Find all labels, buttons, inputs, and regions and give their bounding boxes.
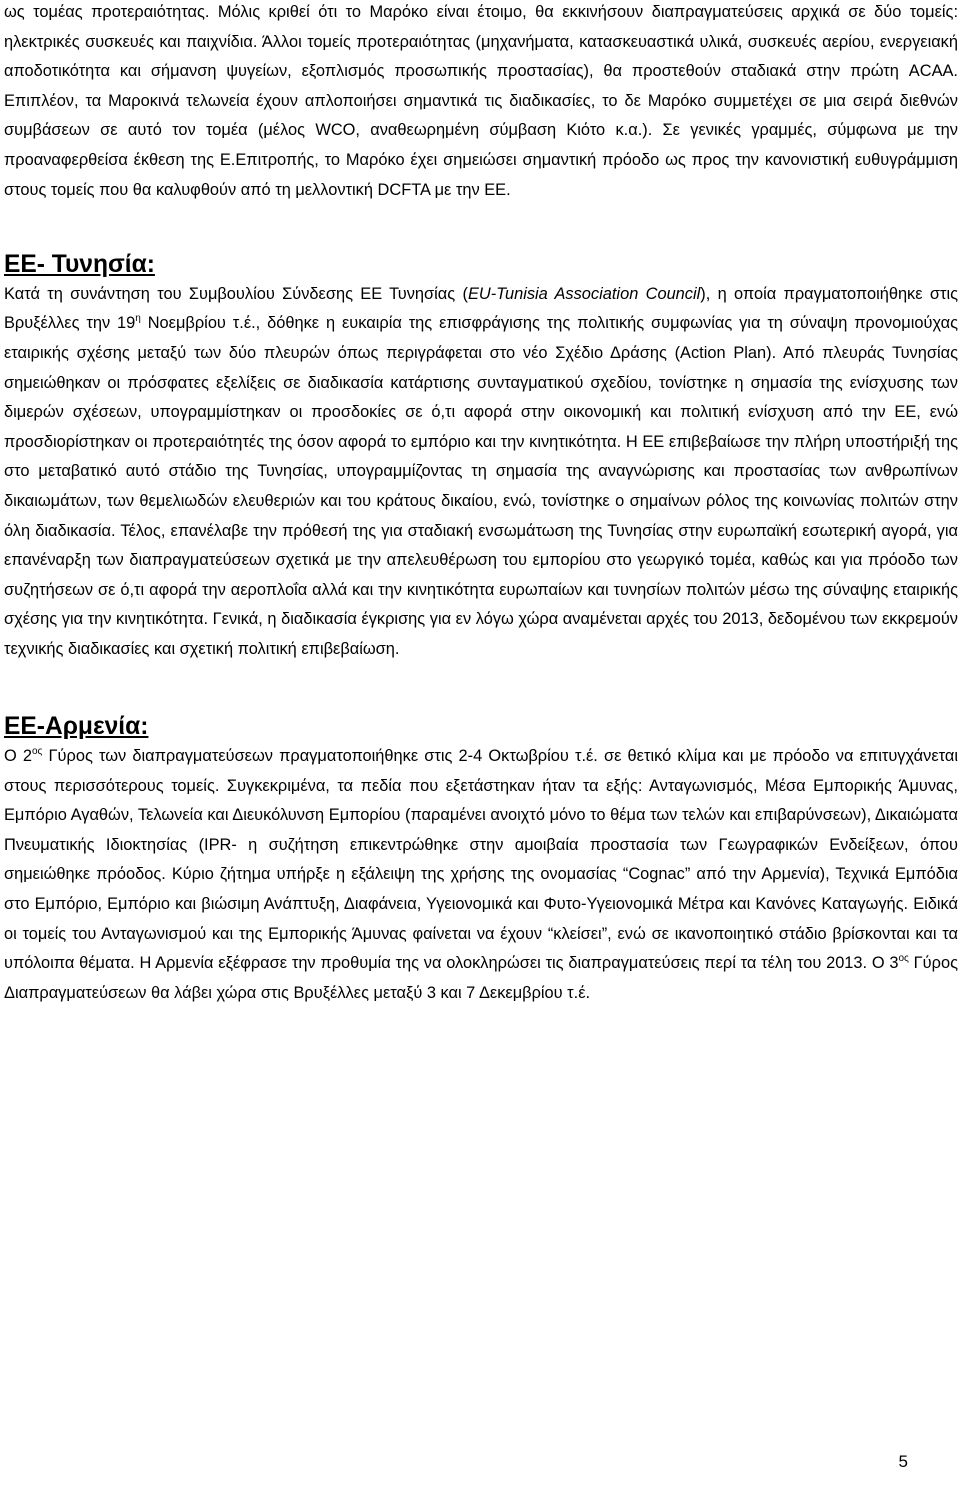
armenia-text-3: Γύρος Διαπραγματεύσεων θα λάβει χώρα στις Βρυξέλλες μεταξύ 3 και 7 Δεκεμβρίου τ.έ.	[4, 954, 958, 1002]
section-eu-tunisia	[4, 250, 958, 664]
superscript-os-1: ος	[32, 746, 43, 758]
intro-paragraph: ως τομέας προτεραιότητας. Μόλις κριθεί ότι το Μαρόκο είναι έτοιμο, θα εκκινήσουν διαπραγματεύσεις αρχικά σε δύο τομείς: ηλεκτρικές συσκευές και παιχνίδια. Άλλοι τομείς προτεραιότητας (μηχανήματα, κατασκευαστικά υλικά, συσκευές αερίου, ενεργειακή αποδοτικότητα και σήμανση ψυγείων, εξοπλισμός προσωπικής προστασίας), θα προστεθούν σταδιακά στην πρώτη ACAA. Επιπλέον, τα Μαροκινά τελωνεία έχουν απλοποιήσει σημαντικά τις διαδικασίες, το δε Μαρόκο συμμετέχει σε μια σειρά διεθνών συμβάσεων σε αυτό τον τομέα (μέλος WCO, αναθεωρημένη σύμβαση Κιότο κ.α.). Σε γενικές γραμμές, σύμφωνα με την προαναφερθείσα έκθεση της Ε.Επιτροπής, το Μαρόκο έχει σημειώσει σημαντική πρόοδο ως προς την κανονιστική ευθυγράμμιση στους τομείς που θα καλυφθούν από τη μελλοντική DCFTA με την ΕΕ.	[4, 3, 958, 199]
document-page	[4, 0, 958, 1008]
armenia-text-1: Ο 2	[4, 747, 32, 766]
armenia-paragraph	[4, 742, 958, 1008]
tunisia-text-1: Κατά τη συνάντηση του Συμβουλίου Σύνδεσης ΕΕ Τυνησίας (	[4, 284, 468, 303]
tunisia-text-2: ), η οποία πραγματοποιήθηκε στις Βρυξέλλες την 19	[4, 284, 959, 333]
tunisia-paragraph	[4, 280, 958, 665]
heading-eu-armenia: ΕΕ-Αρμενία:	[4, 713, 149, 741]
heading-eu-tunisia: ΕΕ- Τυνησία:	[4, 251, 155, 279]
page-number: 5	[898, 1452, 908, 1471]
superscript-eta: η	[135, 313, 141, 325]
superscript-os-2: ος	[898, 953, 909, 965]
council-name: EU-Tunisia Association Council	[467, 284, 701, 303]
tunisia-text-3: Νοεμβρίου τ.έ., δόθηκε η ευκαιρία της επισφράγισης της πολιτικής συμφωνίας για τη σύναψη προνομιούχας εταιρικής σχέσης μεταξύ των δύο πλευρών όπως περιγράφεται στο νέο Σχέδιο Δράσης (Action Plan). Από πλευράς Τυνησίας σημειώθηκαν οι πρόσφατες εξελίξεις σε διαδικασία κατάρτισης συνταγματικού σχεδίου, τονίστηκε η σημασία της ενίσχυσης των διμερών σχέσεων, υπογραμμίστηκαν οι προσδοκίες σε ό,τι αφορά στην οικονομική και πολιτική ενίσχυση από την ΕΕ, ενώ προσδιορίστηκαν οι προτεραιότητές της όσον αφορά το εμπόριο και την κινητικότητα. Η ΕΕ επιβεβαίωσε την πλήρη υποστήριξή της στο μεταβατικό αυτό στάδιο της Τυνησίας, υπογραμμίζοντας τη σημασία της αναγνώρισης και προστασίας των ανθρωπίνων δικαιωμάτων, των θεμελιωδών ελευθεριών και του κράτους δικαίου, ενώ, τονίστηκε ο σημαίνων ρόλος της κοινωνίας πολιτών στην όλη διαδικασία. Τέλος, επανέλαβε την πρόθεσή της για σταδιακή ενσωμάτωση της Τυνησίας στην ευρωπαϊκή εσωτερική αγορά, για επανέναρξη των διαπραγματεύσεων σχετικά με την απελευθέρωση του εμπορίου στο γεωργικό τομέα, καθώς και για πρόοδο των συζητήσεων σε ό,τι αφορά την αεροπλοΐα αλλά και την κινητικότητα ευρωπαίων και τυνησίων πολιτών μέσω της σύναψης εταιρικής σχέσης για την κινητικότητα. Γενικά, η διαδικασία έγκρισης για εν λόγω χώρα αναμένεται αρχές του 2013, δεδομένου των εκκρεμούν τεχνικής διαδικασίες και σχετική πολιτική επιβεβαίωση.	[4, 314, 958, 658]
armenia-text-2: Γύρος των διαπραγματεύσεων πραγματοποιήθηκε στις 2-4 Οκτωβρίου τ.έ. σε θετικό κλίμα και με πρόοδο να επιτυγχάνεται στους περισσότερους τομείς. Συγκεκριμένα, τα πεδία που εξετάστηκαν ήταν τα εξής: Ανταγωνισμός, Μέσα Εμπορικής Άμυνας, Εμπόριο Αγαθών, Τελωνεία και Διευκόλυνση Εμπορίου (παραμένει ανοιχτό μόνο το θέμα των τελών και επιβαρύνσεων), Δικαιώματα Πνευματικής Ιδιοκτησίας (IPR- η συζήτηση επικεντρώθηκε στην αμοιβαία προστασία των Γεωγραφικών Ενδείξεων, όπου σημειώθηκε πρόοδος. Κύριο ζήτημα υπήρξε η εξάλειψη της χρήσης της ονομασίας “Cognac” από την Αρμενία), Τεχνικά Εμπόδια στο Εμπόριο, Εμπόριο και βιώσιμη Ανάπτυξη, Διαφάνεια, Υγειονομικά και Φυτο-Υγειονομικά Μέτρα και Κανόνες Καταγωγής. Ειδικά οι τομείς του Ανταγωνισμού και της Εμπορικής Άμυνας φαίνεται να έχουν “κλείσει”, ενώ σε ικανοποιητικό στάδιο βρίσκονται και τα υπόλοιπα θέματα. Η Αρμενία εξέφρασε την προθυμία της να ολοκληρώσει τις διαπραγματεύσεις περί τα τέλη του 2013. Ο 3	[4, 747, 958, 973]
section-eu-armenia	[4, 712, 958, 1008]
